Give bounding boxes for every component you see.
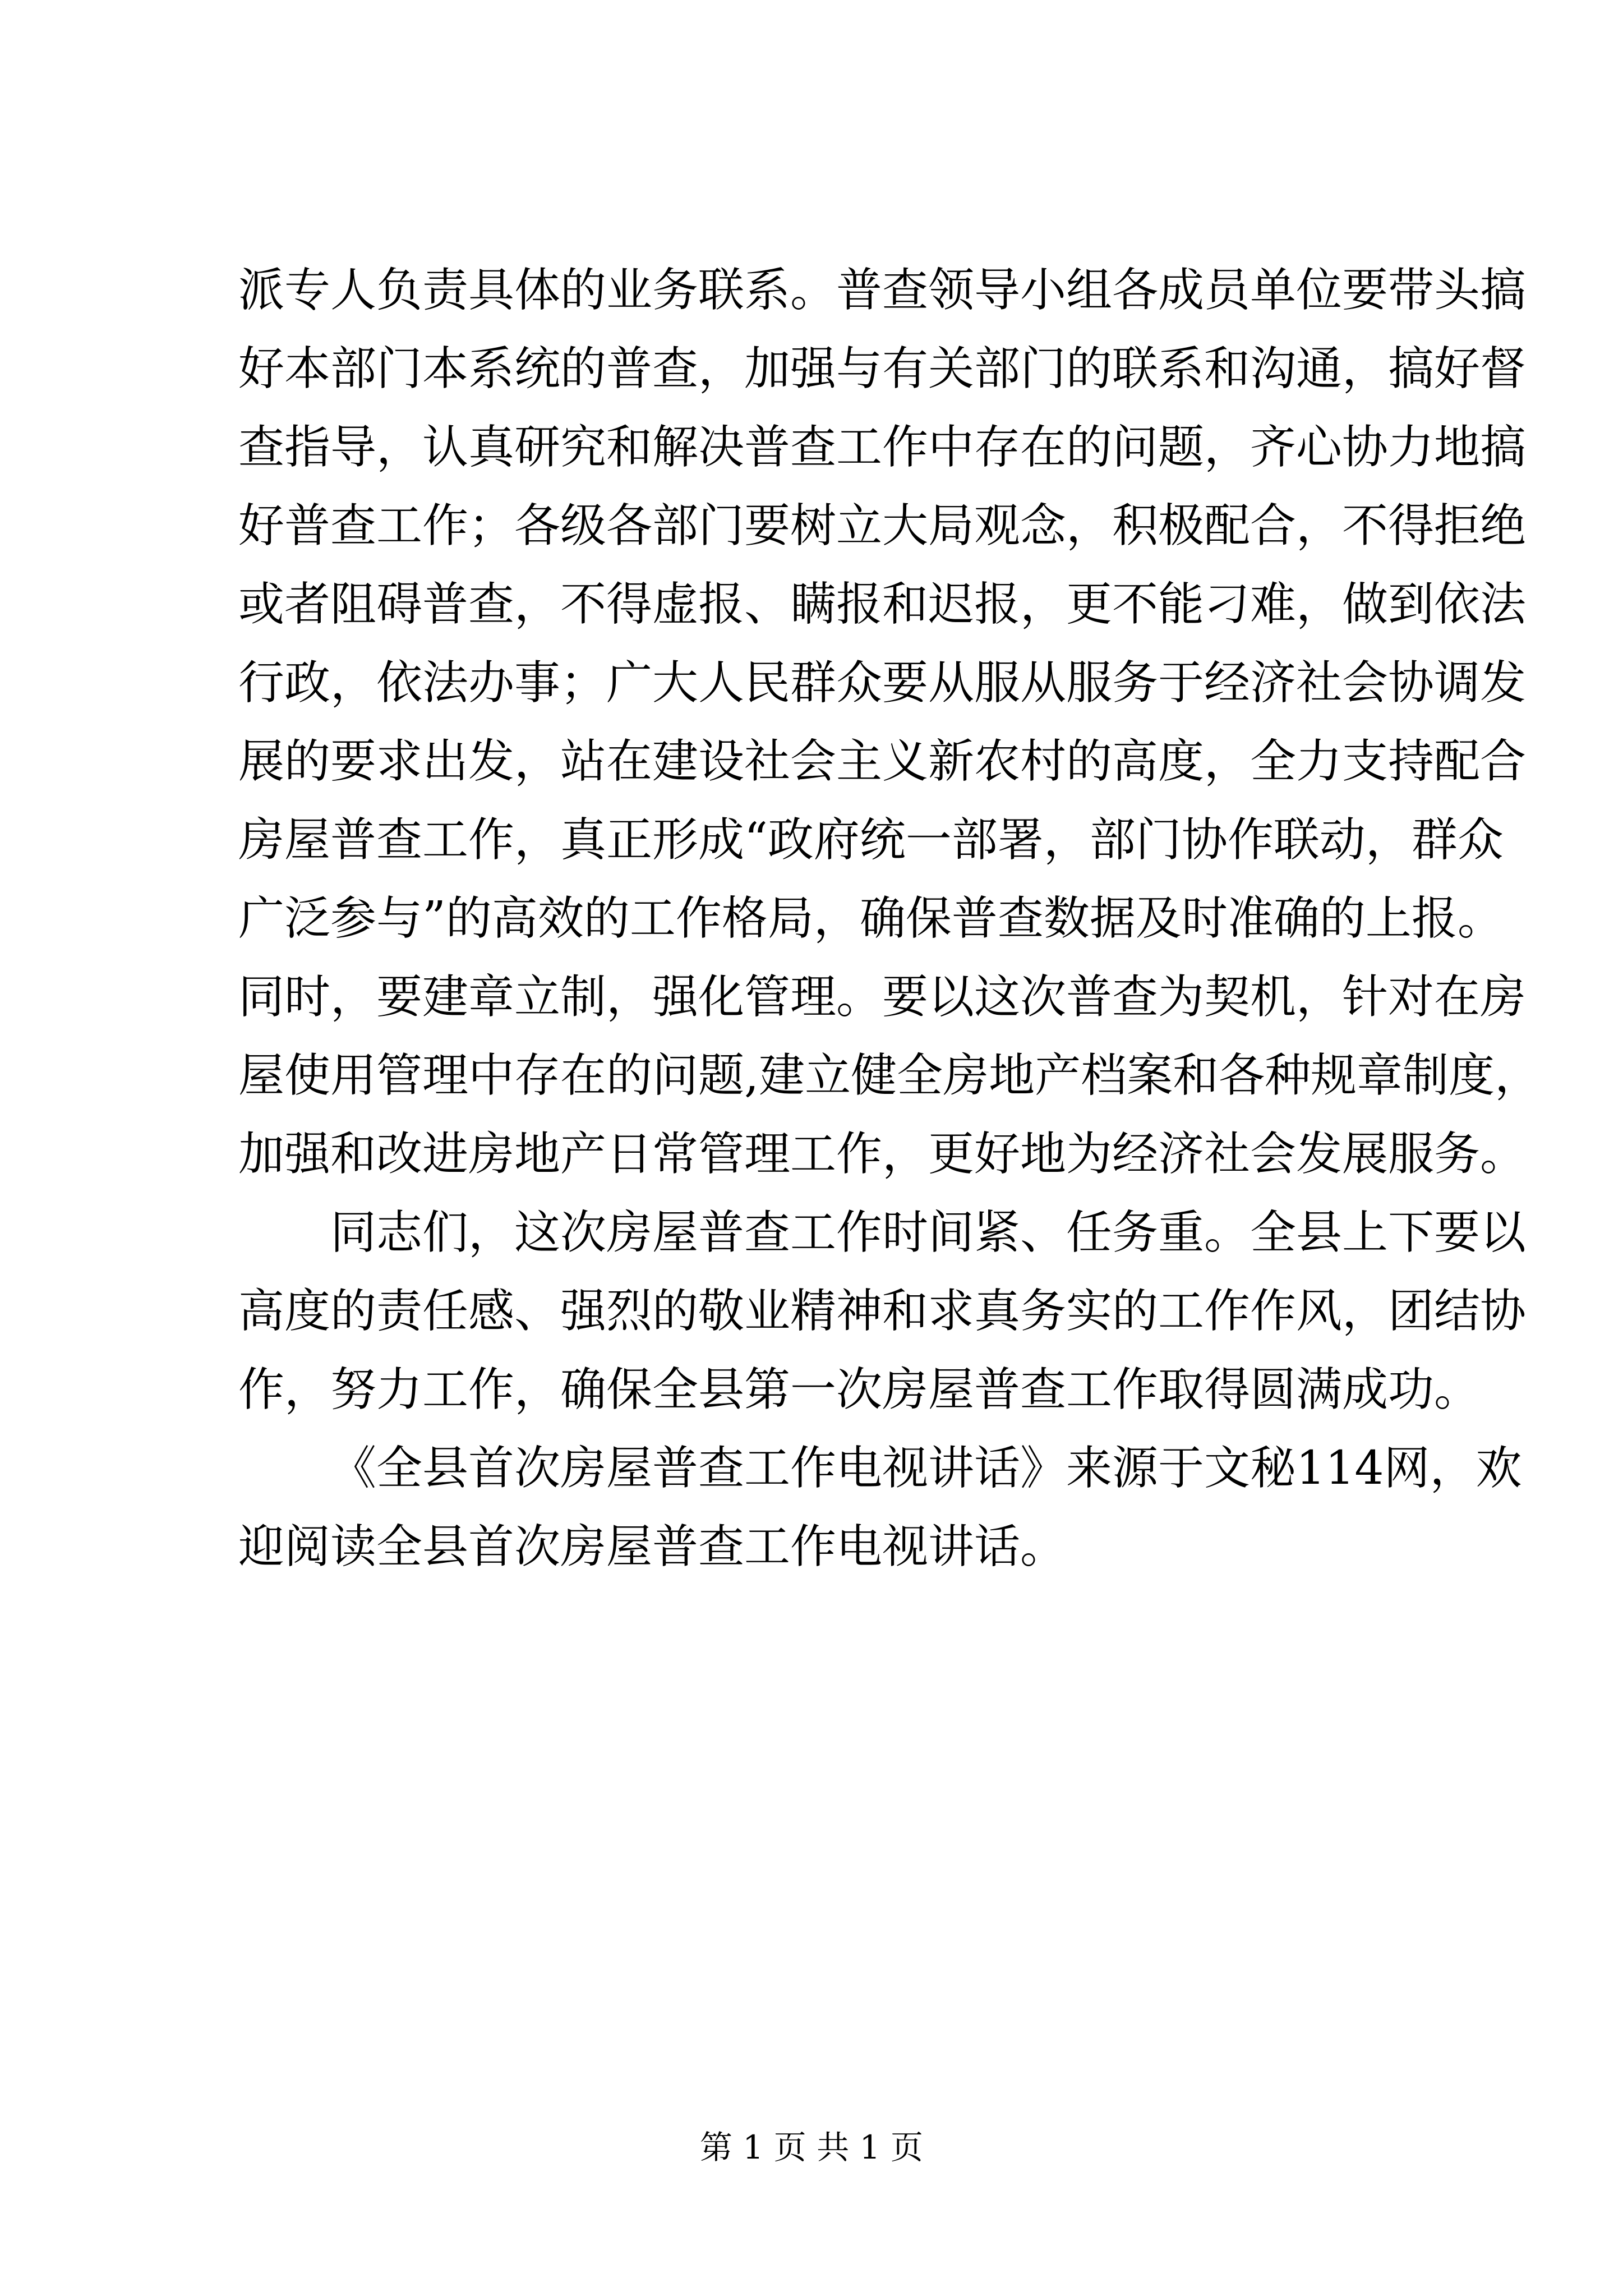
text-line: 派专人负责具体的业务联系。普查领导小组各成员单位要带头搞 bbox=[238, 264, 1527, 317]
text-line: 行政，依法办事；广大人民群众要从服从服务于经济社会协调发 bbox=[238, 656, 1527, 710]
text-line: 高度的责任感、强烈的敬业精神和求真务实的工作作风，团结协 bbox=[238, 1285, 1527, 1338]
text-line: 房屋普查工作，真正形成“政府统一部署，部门协作联动，群众 bbox=[238, 813, 1504, 867]
text-line: 广泛参与”的高效的工作格局，确保普查数据及时准确的上报。 bbox=[238, 892, 1504, 945]
text-line: 好本部门本系统的普查，加强与有关部门的联系和沟通，搞好督 bbox=[238, 342, 1527, 395]
text-line: 同时，要建章立制，强化管理。要以这次普查为契机，针对在房 bbox=[238, 970, 1527, 1024]
page-footer bbox=[0, 2125, 1623, 2170]
text-line: 展的要求出发，站在建设社会主义新农村的高度，全力支持配合 bbox=[238, 735, 1527, 788]
text-line: 或者阻碍普查，不得虚报、瞒报和迟报，更不能刁难，做到依法 bbox=[238, 578, 1527, 631]
text-line: 屋使用管理中存在的问题,建立健全房地产档案和各种规章制度， bbox=[238, 1049, 1541, 1102]
text-line: 迎阅读全县首次房屋普查工作电视讲话。 bbox=[238, 1520, 1067, 1573]
text-line: 同志们，这次房屋普查工作时间紧、任务重。全县上下要以 bbox=[330, 1206, 1527, 1259]
page-number: 第 1 页 共 1 页 bbox=[700, 2128, 923, 2166]
text-line: 查指导，认真研究和解决普查工作中存在的问题，齐心协力地搞 bbox=[238, 421, 1527, 474]
text-line: 《全县首次房屋普查工作电视讲话》来源于文秘114网，欢 bbox=[330, 1442, 1522, 1495]
text-line: 作，努力工作，确保全县第一次房屋普查工作取得圆满成功。 bbox=[238, 1363, 1481, 1416]
text-line: 好普查工作；各级各部门要树立大局观念，积极配合，不得拒绝 bbox=[238, 499, 1527, 553]
text-line: 加强和改进房地产日常管理工作，更好地为经济社会发展服务。 bbox=[238, 1128, 1527, 1181]
document-body bbox=[238, 251, 1541, 1586]
